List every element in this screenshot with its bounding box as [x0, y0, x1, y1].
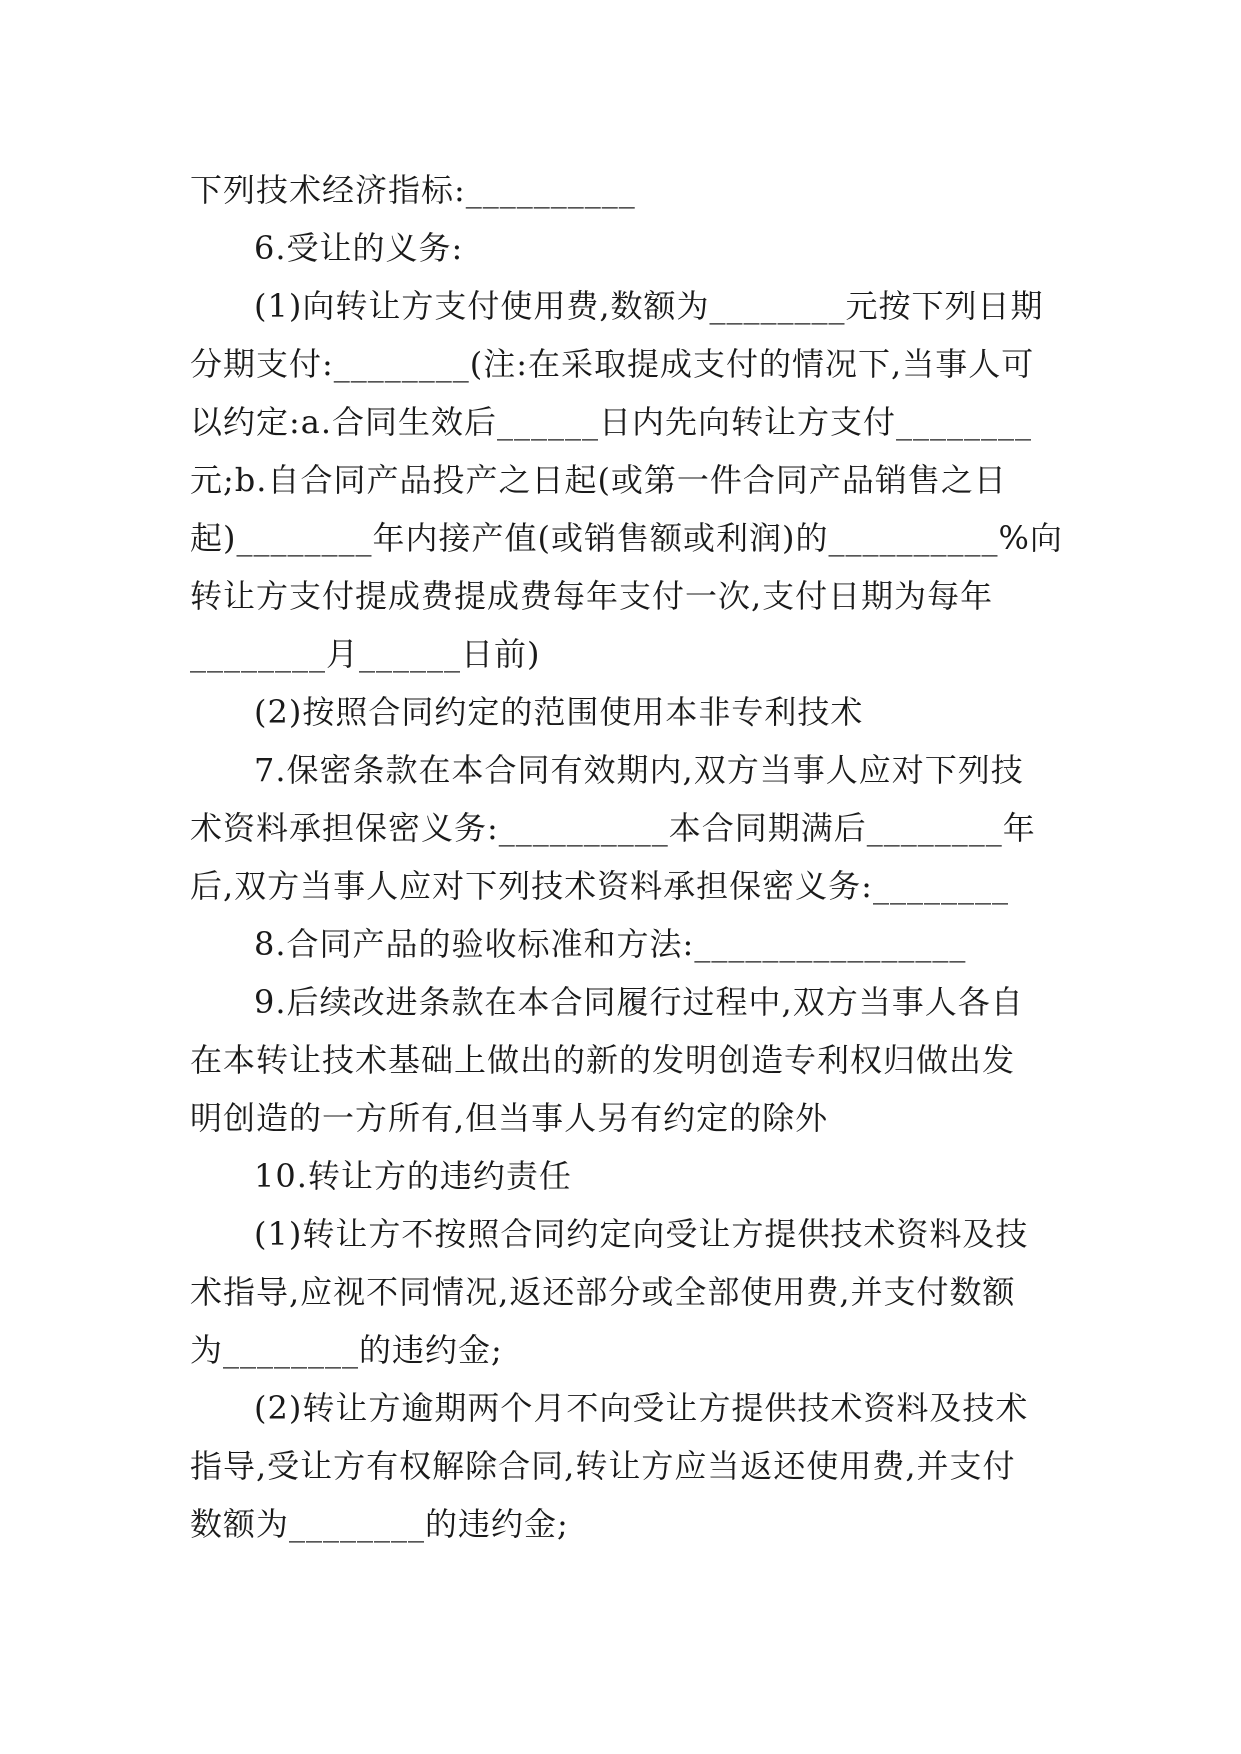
text-line-24: 数额为________的违约金; — [190, 1505, 569, 1543]
text-line-11: 7.保密条款在本合同有效期内,双方当事人应对下列技 — [254, 751, 1024, 789]
text-line-20: 术指导,应视不同情况,返还部分或全部使用费,并支付数额 — [190, 1273, 1016, 1311]
text-line-12: 术资料承担保密义务:__________本合同期满后________年 — [190, 809, 1036, 847]
text-line-19: (1)转让方不按照合同约定向受让方提供技术资料及技 — [254, 1215, 1029, 1253]
text-line-9: ________月______日前) — [190, 635, 541, 673]
text-line-16: 在本转让技术基础上做出的新的发明创造专利权归做出发 — [190, 1041, 1016, 1079]
text-line-18: 10.转让方的违约责任 — [254, 1157, 572, 1195]
text-line-10: (2)按照合同约定的范围使用本非专利技术 — [254, 693, 864, 731]
text-line-4: 分期支付:________(注:在采取提成支付的情况下,当事人可 — [190, 345, 1035, 383]
text-line-2: 6.受让的义务: — [254, 229, 464, 267]
text-line-3: (1)向转让方支付使用费,数额为________元按下列日期 — [254, 287, 1044, 325]
text-line-13: 后,双方当事人应对下列技术资料承担保密义务:________ — [190, 867, 1009, 905]
text-line-22: (2)转让方逾期两个月不向受让方提供技术资料及技术 — [254, 1389, 1029, 1427]
text-line-7: 起)________年内接产值(或销售额或利润)的__________%向 — [190, 519, 1063, 557]
text-line-21: 为________的违约金; — [190, 1331, 503, 1369]
text-line-23: 指导,受让方有权解除合同,转让方应当返还使用费,并支付 — [190, 1447, 1016, 1485]
text-line-1: 下列技术经济指标:__________ — [190, 171, 636, 209]
text-line-6: 元;b.自合同产品投产之日起(或第一件合同产品销售之日 — [190, 461, 1007, 499]
text-line-14: 8.合同产品的验收标准和方法:________________ — [254, 925, 967, 963]
text-line-8: 转让方支付提成费提成费每年支付一次,支付日期为每年 — [190, 577, 994, 615]
text-line-5: 以约定:a.合同生效后______日内先向转让方支付________ — [190, 403, 1033, 441]
text-line-17: 明创造的一方所有,但当事人另有约定的除外 — [190, 1099, 829, 1137]
text-line-15: 9.后续改进条款在本合同履行过程中,双方当事人各自 — [254, 983, 1024, 1021]
